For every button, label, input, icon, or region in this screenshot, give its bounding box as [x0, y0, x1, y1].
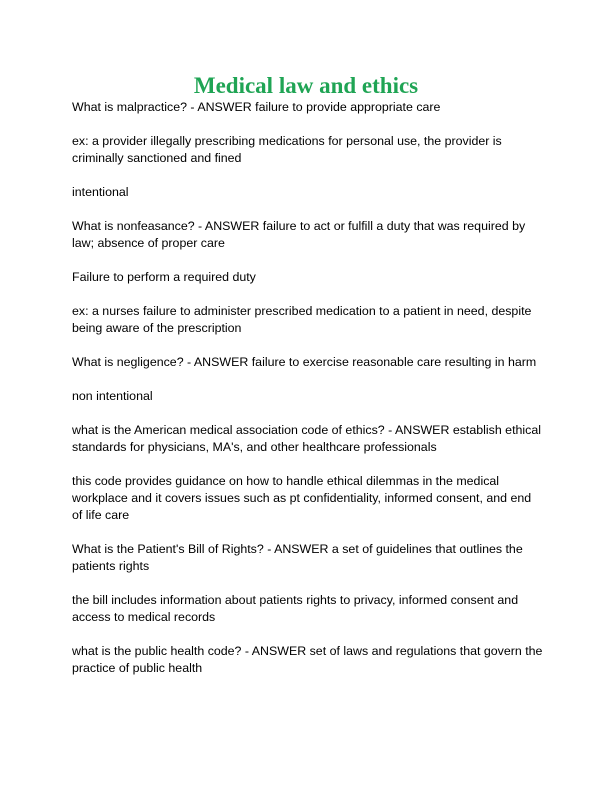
- paragraph-public-health-code-question: what is the public health code? - ANSWER set of laws and regulations that govern the practice of public health: [72, 644, 543, 675]
- paragraph-nonfeasance-definition: Failure to perform a required duty: [72, 270, 256, 284]
- paragraph-bill-of-rights-question: What is the Patient's Bill of Rights? - ANSWER a set of guidelines that outlines the patients rights: [72, 542, 523, 573]
- paragraph-non-intentional: non intentional: [72, 389, 153, 403]
- paragraph-ama-code-details: this code provides guidance on how to handle ethical dilemmas in the medical workplace and it covers issues such as pt confidentiality, informed consent, and end of life care: [72, 474, 532, 522]
- paragraph-malpractice-example: ex: a provider illegally prescribing medications for personal use, the provider is criminally sanctioned and fined: [72, 134, 502, 165]
- paragraph-ama-code-question: what is the American medical association code of ethics? - ANSWER establish ethical standards for physicians, MA's, and other healthcare professionals: [72, 423, 541, 454]
- paragraph-malpractice-question: What is malpractice? - ANSWER failure to provide appropriate care: [72, 100, 441, 114]
- paragraph-nonfeasance-question: What is nonfeasance? - ANSWER failure to act or fulfill a duty that was required by law; absence of proper care: [72, 219, 526, 250]
- paragraph-negligence-question: What is negligence? - ANSWER failure to exercise reasonable care resulting in harm: [72, 355, 537, 369]
- document-body: [72, 99, 544, 694]
- document-title: Medical law and ethics: [193, 73, 419, 98]
- paragraph-nonfeasance-example: ex: a nurses failure to administer prescribed medication to a patient in need, despite being aware of the prescription: [72, 304, 532, 335]
- paragraph-intentional: intentional: [72, 185, 129, 199]
- paragraph-bill-of-rights-details: the bill includes information about patients rights to privacy, informed consent and access to medical records: [72, 593, 519, 624]
